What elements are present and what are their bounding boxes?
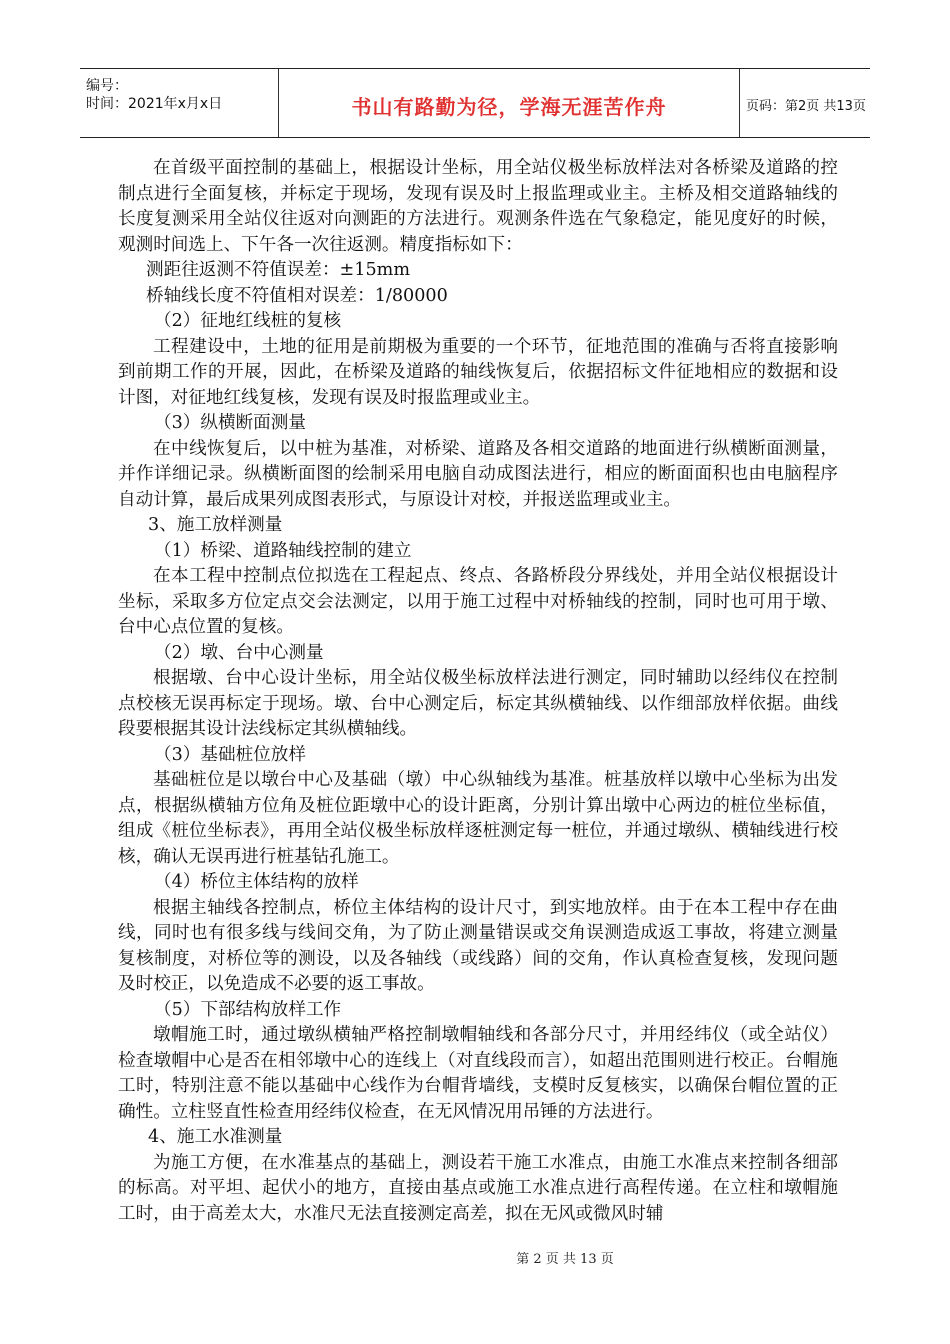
document-body bbox=[118, 156, 838, 1227]
section-heading: （3）纵横断面测量 bbox=[154, 413, 306, 433]
body-paragraph: 为施工方便，在水准基点的基础上，测设若干施工水准点，由施工水准点来控制各细部的标高。对平坦、起伏小的地方，直接由基点或施工水准点进行高程传递。在立柱和墩帽施工时，由于高差太大，水准尺无法直接测定高差，拟在无风或微风时辅 bbox=[118, 1152, 838, 1224]
body-paragraph: 墩帽施工时，通过墩纵横轴严格控制墩帽轴线和各部分尺寸，并用经纬仪（或全站仪）检查墩帽中心是否在相邻墩中心的连线上（对直线段而言），如超出范围则进行校正。台帽施工时，特别注意不能以基础中心线作为台帽背墙线，支模时反复核实，以确保台帽位置的正确性。立柱竖直性检查用经纬仪检查，在无风情况用吊锤的方法进行。 bbox=[118, 1025, 838, 1122]
section-heading: （5）下部结构放样工作 bbox=[154, 999, 342, 1020]
section-heading: 4、施工水准测量 bbox=[148, 1127, 283, 1147]
document-number-label: 编号： bbox=[86, 78, 128, 94]
header-left-cell bbox=[80, 69, 278, 137]
document-date-label: 时间：2021年x月x日 bbox=[86, 96, 223, 112]
section-heading: 3、施工放样测量 bbox=[148, 515, 283, 535]
section-heading: 桥轴线长度不符值相对误差：1/80000 bbox=[146, 285, 448, 306]
header-page-info: 页码：第2页 共13页 bbox=[746, 99, 866, 114]
body-paragraph: 根据墩、台中心设计坐标，用全站仪极坐标放样法进行测定，同时辅助以经纬仪在控制点校核无误再标定于现场。墩、台中心测定后，标定其纵横轴线、以作细部放样依据。曲线段要根据其设计法线标定其纵横轴线。 bbox=[118, 668, 838, 739]
header-motto-cell bbox=[278, 69, 740, 137]
body-paragraph: 基础桩位是以墩台中心及基础（墩）中心纵轴线为基准。桩基放样以墩中心坐标为出发点，根据纵横轴方位角及桩位距墩中心的设计距离，分别计算出墩中心两边的桩位坐标值，组成《桩位坐标表》，再用全站仪极坐标放样逐桩测定每一桩位，并通过墩纵、横轴线进行校核，确认无误再进行桩基钻孔施工。 bbox=[118, 770, 838, 867]
section-heading: （3）基础桩位放样 bbox=[154, 744, 306, 765]
body-paragraph: 工程建设中，土地的征用是前期极为重要的一个环节，征地范围的准确与否将直接影响到前期工作的开展，因此，在桥梁及道路的轴线恢复后，依据招标文件征地相应的数据和设计图，对征地红线复核，发现有误及时报监理或业主。 bbox=[118, 336, 838, 408]
page-footer: 第 2 页 共 13 页 bbox=[516, 1252, 614, 1267]
header-page-cell bbox=[738, 69, 870, 137]
body-paragraph: 在中线恢复后，以中桩为基准，对桥梁、道路及各相交道路的地面进行纵横断面测量，并作详细记录。纵横断面图的绘制采用电脑自动成图法进行，相应的断面面积也由电脑程序自动计算，最后成果列成图表形式，与原设计对校，并报送监理或业主。 bbox=[118, 438, 838, 510]
body-paragraph: 根据主轴线各控制点，桥位主体结构的设计尺寸，到实地放样。由于在本工程中存在曲线，同时也有很多线与线间交角，为了防止测量错误或交角误测造成返工事故，将建立测量复核制度，对桥位等的测设，以及各轴线（或线路）间的交角，作认真检查复核，发现问题及时校正，以免造成不必要的返工事故。 bbox=[118, 897, 838, 994]
header-motto: 书山有路勤为径，学海无涯苦作舟 bbox=[351, 95, 667, 119]
body-paragraph: 在本工程中控制点位拟选在工程起点、终点、各路桥段分界线处，并用全站仪根据设计坐标，采取多方位定点交会法测定，以用于施工过程中对桥轴线的控制，同时也可用于墩、台中心点位置的复核。 bbox=[118, 566, 838, 637]
section-heading: （1）桥梁、道路轴线控制的建立 bbox=[154, 540, 412, 561]
page-header bbox=[80, 68, 870, 138]
section-heading: （2）征地红线桩的复核 bbox=[154, 311, 342, 331]
section-heading: （4）桥位主体结构的放样 bbox=[154, 872, 359, 892]
section-heading: 测距往返测不符值误差：±15mm bbox=[146, 260, 411, 280]
section-heading: （2）墩、台中心测量 bbox=[154, 642, 324, 663]
body-paragraph: 在首级平面控制的基础上，根据设计坐标，用全站仪极坐标放样法对各桥梁及道路的控制点进行全面复核，并标定于现场，发现有误及时上报监理或业主。主桥及相交道路轴线的长度复测采用全站仪往返对向测距的方法进行。观测条件选在气象稳定，能见度好的时候，观测时间选上、下午各一次往返测。精度指标如下： bbox=[118, 158, 838, 255]
